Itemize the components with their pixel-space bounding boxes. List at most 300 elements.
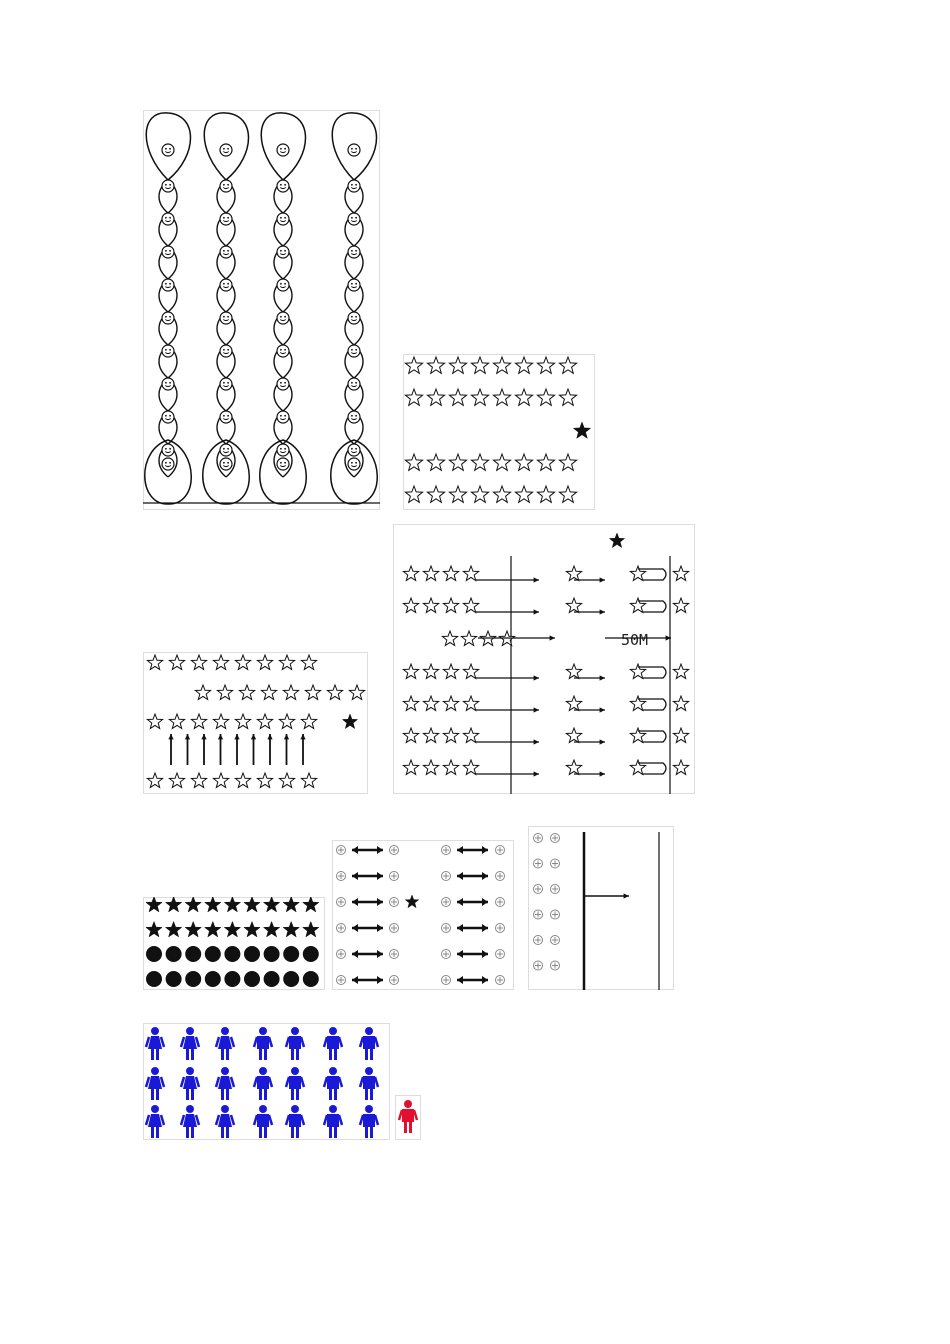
person-leg (334, 1049, 337, 1060)
arrow-head-icon (352, 924, 358, 932)
arrow-head-icon (168, 734, 173, 739)
face-eye (227, 415, 229, 417)
arrow-head-icon (482, 976, 488, 984)
face-eye (351, 283, 353, 285)
face-eye (351, 250, 353, 252)
filled-circle-icon (146, 946, 162, 962)
face-eye (284, 148, 286, 150)
person-arm (146, 1077, 149, 1087)
person-head (404, 1100, 412, 1108)
face-eye (169, 316, 171, 318)
filled-star-icon (224, 922, 240, 937)
star-outline-icon (443, 566, 458, 581)
person-arm (269, 1077, 272, 1087)
face-eye (227, 283, 229, 285)
arrow-head-icon (534, 675, 539, 680)
face-eye (284, 448, 286, 450)
person-body (363, 1114, 375, 1127)
star-outline-icon (147, 655, 162, 670)
person-arm (360, 1115, 363, 1125)
star-outline-icon (566, 664, 581, 679)
star-outline-icon (566, 696, 581, 711)
person-body (257, 1036, 269, 1049)
person-arm (324, 1115, 327, 1125)
star-outline-icon (257, 655, 272, 670)
person-head (259, 1067, 267, 1075)
star-outline-icon (673, 696, 688, 711)
figure-border (333, 841, 514, 990)
person-leg (329, 1089, 332, 1100)
face-eye (351, 382, 353, 384)
arrow-head-icon (600, 707, 605, 712)
face-eye (165, 283, 167, 285)
face-eye (351, 217, 353, 219)
filled-circle-icon (205, 946, 221, 962)
star-outline-icon (493, 389, 510, 405)
filled-circle-icon (224, 971, 240, 987)
arrow-head-icon (377, 976, 383, 984)
star-outline-icon (630, 566, 645, 581)
person-arm (181, 1077, 184, 1087)
person-head (221, 1067, 229, 1075)
face-eye (227, 349, 229, 351)
star-outline-icon (515, 486, 532, 502)
face-eye (280, 382, 282, 384)
arrow-head-icon (534, 771, 539, 776)
arrow-head-icon (482, 872, 488, 880)
star-outline-icon (235, 714, 250, 729)
person-leg (151, 1089, 154, 1100)
person-leg (329, 1127, 332, 1138)
arrow-head-icon (482, 846, 488, 854)
star-outline-icon (423, 664, 438, 679)
person-body (289, 1114, 301, 1127)
person-arm (196, 1115, 199, 1125)
face-eye (165, 349, 167, 351)
star-outline-icon (235, 773, 250, 788)
person-arm (286, 1077, 289, 1087)
star-outline-icon (493, 357, 510, 373)
person-leg (191, 1089, 194, 1100)
star-outline-icon (443, 696, 458, 711)
face-icon (348, 345, 360, 357)
leader-person-svg (395, 1095, 421, 1140)
face-icon (277, 246, 289, 258)
star-outline-icon (257, 714, 272, 729)
star-outline-icon (537, 389, 554, 405)
face-icon (162, 458, 174, 470)
star-outline-icon (673, 566, 688, 581)
figure-2-svg (403, 354, 595, 510)
person-arm (286, 1037, 289, 1047)
person-body (327, 1114, 339, 1127)
face-icon (348, 458, 360, 470)
face-icon (348, 213, 360, 225)
face-icon (220, 180, 232, 192)
face-eye (280, 283, 282, 285)
arrow-head-icon (377, 872, 383, 880)
face-eye (169, 148, 171, 150)
arrow-head-icon (352, 976, 358, 984)
face-icon (220, 345, 232, 357)
face-eye (280, 415, 282, 417)
face-icon (348, 444, 360, 456)
arrow-head-icon (300, 734, 305, 739)
person-arm (324, 1037, 327, 1047)
face-eye (169, 184, 171, 186)
star-outline-icon (405, 357, 422, 373)
person-head (365, 1027, 373, 1035)
person-arm (231, 1077, 234, 1087)
person-head (151, 1067, 159, 1075)
face-eye (284, 382, 286, 384)
arrow-head-icon (251, 734, 256, 739)
star-outline-icon (673, 728, 688, 743)
person-arm (161, 1077, 164, 1087)
star-outline-icon (463, 696, 478, 711)
star-outline-icon (537, 454, 554, 470)
face-eye (355, 349, 357, 351)
figure-6-svg (332, 840, 514, 990)
face-eye (165, 184, 167, 186)
person-body (402, 1109, 414, 1122)
filled-circle-icon (146, 971, 162, 987)
figure-4-formation (393, 524, 695, 794)
figure-1-svg (143, 110, 380, 510)
filled-star-icon (283, 897, 299, 912)
person-arm (146, 1115, 149, 1125)
face-icon (162, 312, 174, 324)
arrow-head-icon (267, 734, 272, 739)
figure-7-svg (528, 826, 674, 990)
face-icon (348, 312, 360, 324)
face-eye (169, 448, 171, 450)
person-body (148, 1036, 162, 1049)
person-leg (296, 1127, 299, 1138)
star-outline-icon (515, 454, 532, 470)
arrow-head-icon (550, 635, 555, 640)
person-head (329, 1067, 337, 1075)
face-eye (355, 283, 357, 285)
star-outline-icon (279, 655, 294, 670)
star-outline-icon (443, 598, 458, 613)
face-eye (169, 382, 171, 384)
star-outline-icon (257, 773, 272, 788)
figure-border (394, 525, 695, 794)
person-leg (296, 1049, 299, 1060)
person-leg (221, 1127, 224, 1138)
arrow-head-icon (377, 846, 383, 854)
face-eye (355, 184, 357, 186)
person-head (291, 1067, 299, 1075)
star-outline-icon (461, 631, 476, 646)
person-body (148, 1076, 162, 1089)
star-outline-icon (559, 454, 576, 470)
arrow-head-icon (234, 734, 239, 739)
arrow-head-icon (457, 924, 463, 932)
face-eye (284, 283, 286, 285)
face-eye (355, 382, 357, 384)
star-outline-icon (261, 685, 276, 700)
person-leg (191, 1049, 194, 1060)
person-arm (161, 1037, 164, 1047)
filled-star-icon (166, 922, 182, 937)
person-leg (370, 1089, 373, 1100)
filled-circle-icon (185, 971, 201, 987)
face-icon (277, 345, 289, 357)
face-eye (165, 148, 167, 150)
face-icon (220, 378, 232, 390)
person-head (259, 1027, 267, 1035)
star-outline-icon (515, 357, 532, 373)
person-leg (264, 1089, 267, 1100)
arrow-head-icon (534, 609, 539, 614)
person-head (291, 1105, 299, 1113)
star-outline-icon (463, 566, 478, 581)
filled-star-icon (264, 922, 280, 937)
star-outline-icon (559, 357, 576, 373)
arrow-head-icon (457, 846, 463, 854)
face-eye (351, 415, 353, 417)
person-leg (329, 1049, 332, 1060)
person-arm (231, 1037, 234, 1047)
figure-2-formation (403, 354, 595, 510)
person-leg (186, 1049, 189, 1060)
filled-star-icon (185, 922, 201, 937)
person-leg (264, 1049, 267, 1060)
person-leg (365, 1049, 368, 1060)
star-outline-icon (449, 357, 466, 373)
figure-3-formation (143, 652, 368, 794)
star-outline-icon (566, 566, 581, 581)
filled-star-icon (224, 897, 240, 912)
star-outline-icon (493, 454, 510, 470)
person-head (186, 1027, 194, 1035)
star-outline-icon (349, 685, 364, 700)
face-icon (220, 279, 232, 291)
filled-circle-icon (303, 971, 319, 987)
filled-star-icon (166, 897, 182, 912)
person-leg (156, 1049, 159, 1060)
filled-circle-icon (283, 971, 299, 987)
star-outline-icon (191, 714, 206, 729)
filled-circle-icon (166, 946, 182, 962)
face-eye (223, 283, 225, 285)
star-outline-icon (566, 728, 581, 743)
face-icon (220, 458, 232, 470)
arrow-head-icon (377, 898, 383, 906)
person-arm (399, 1110, 402, 1120)
person-leg (264, 1127, 267, 1138)
person-body (363, 1076, 375, 1089)
star-outline-icon (493, 486, 510, 502)
face-eye (355, 217, 357, 219)
face-icon (348, 378, 360, 390)
person-body (257, 1114, 269, 1127)
filled-star-icon (303, 897, 319, 912)
person-body (148, 1114, 162, 1127)
face-eye (223, 250, 225, 252)
face-eye (165, 448, 167, 450)
figure-3-svg (143, 652, 368, 794)
person-leg (259, 1089, 262, 1100)
person-leg (296, 1089, 299, 1100)
filled-circle-icon (185, 946, 201, 962)
star-outline-icon (427, 357, 444, 373)
person-body (327, 1076, 339, 1089)
star-outline-icon (537, 357, 554, 373)
star-outline-icon (566, 760, 581, 775)
face-icon (162, 378, 174, 390)
star-outline-icon (195, 685, 210, 700)
person-head (329, 1105, 337, 1113)
star-outline-icon (443, 760, 458, 775)
star-outline-icon (427, 389, 444, 405)
face-icon (277, 180, 289, 192)
filled-star-icon (146, 922, 162, 937)
star-outline-icon (423, 760, 438, 775)
face-icon (162, 213, 174, 225)
star-outline-icon (405, 486, 422, 502)
figure-8-svg (143, 1023, 390, 1140)
face-icon (220, 444, 232, 456)
star-outline-icon (403, 760, 418, 775)
person-arm (231, 1115, 234, 1125)
star-outline-icon (673, 598, 688, 613)
star-outline-icon (566, 598, 581, 613)
person-leg (156, 1127, 159, 1138)
star-outline-icon (471, 357, 488, 373)
person-leg (186, 1089, 189, 1100)
arrow-head-icon (534, 739, 539, 744)
arrow-head-icon (624, 893, 629, 898)
face-eye (223, 382, 225, 384)
filled-star-icon (573, 422, 590, 438)
face-icon (162, 180, 174, 192)
figure-1-formation (143, 110, 380, 510)
star-outline-icon (191, 773, 206, 788)
face-icon (162, 144, 174, 156)
filled-circle-icon (283, 946, 299, 962)
face-eye (284, 462, 286, 464)
face-eye (280, 349, 282, 351)
star-outline-icon (283, 685, 298, 700)
star-outline-icon (213, 655, 228, 670)
filled-star-icon (405, 895, 418, 908)
filled-star-icon (283, 922, 299, 937)
arrow-head-icon (185, 734, 190, 739)
face-eye (284, 316, 286, 318)
person-leg (291, 1049, 294, 1060)
star-outline-icon (630, 696, 645, 711)
face-eye (223, 217, 225, 219)
face-eye (284, 250, 286, 252)
arrow-head-icon (600, 577, 605, 582)
person-head (291, 1027, 299, 1035)
face-eye (165, 250, 167, 252)
filled-star-icon (146, 897, 162, 912)
arrow-head-icon (600, 675, 605, 680)
face-eye (284, 349, 286, 351)
person-body (327, 1036, 339, 1049)
person-arm (360, 1077, 363, 1087)
star-outline-icon (423, 566, 438, 581)
star-outline-icon (405, 454, 422, 470)
star-outline-icon (239, 685, 254, 700)
star-outline-icon (630, 664, 645, 679)
star-outline-icon (463, 664, 478, 679)
star-outline-icon (279, 773, 294, 788)
person-head (221, 1105, 229, 1113)
person-arm (301, 1077, 304, 1087)
person-arm (161, 1115, 164, 1125)
arrow-head-icon (377, 924, 383, 932)
person-arm (196, 1077, 199, 1087)
person-body (257, 1076, 269, 1089)
face-eye (165, 217, 167, 219)
face-eye (351, 184, 353, 186)
arrow-head-icon (457, 872, 463, 880)
person-leg (404, 1122, 407, 1133)
star-outline-icon (403, 598, 418, 613)
person-body (183, 1036, 197, 1049)
person-leg (226, 1089, 229, 1100)
face-icon (277, 378, 289, 390)
person-head (259, 1105, 267, 1113)
face-eye (280, 316, 282, 318)
figure-border (404, 355, 595, 510)
figure-7-formation (528, 826, 674, 990)
person-leg (186, 1127, 189, 1138)
person-arm (375, 1115, 378, 1125)
face-eye (227, 316, 229, 318)
star-outline-icon (449, 486, 466, 502)
person-arm (301, 1037, 304, 1047)
star-outline-icon (423, 696, 438, 711)
face-eye (169, 415, 171, 417)
person-head (221, 1027, 229, 1035)
face-eye (355, 415, 357, 417)
person-arm (339, 1037, 342, 1047)
face-eye (227, 217, 229, 219)
star-outline-icon (305, 685, 320, 700)
face-icon (348, 279, 360, 291)
star-outline-icon (423, 728, 438, 743)
star-outline-icon (301, 773, 316, 788)
person-leg (259, 1049, 262, 1060)
face-eye (165, 382, 167, 384)
star-outline-icon (147, 773, 162, 788)
face-eye (223, 148, 225, 150)
arrow-head-icon (352, 872, 358, 880)
face-icon (220, 312, 232, 324)
person-leg (151, 1049, 154, 1060)
filled-star-icon (342, 714, 357, 729)
face-icon (277, 279, 289, 291)
face-icon (348, 246, 360, 258)
person-arm (375, 1037, 378, 1047)
person-body (218, 1076, 232, 1089)
person-arm (254, 1037, 257, 1047)
face-eye (284, 415, 286, 417)
star-outline-icon (301, 655, 316, 670)
person-arm (196, 1037, 199, 1047)
filled-star-icon (205, 897, 221, 912)
person-head (365, 1105, 373, 1113)
person-arm (254, 1077, 257, 1087)
arrow-head-icon (482, 924, 488, 932)
arrow-head-icon (482, 898, 488, 906)
